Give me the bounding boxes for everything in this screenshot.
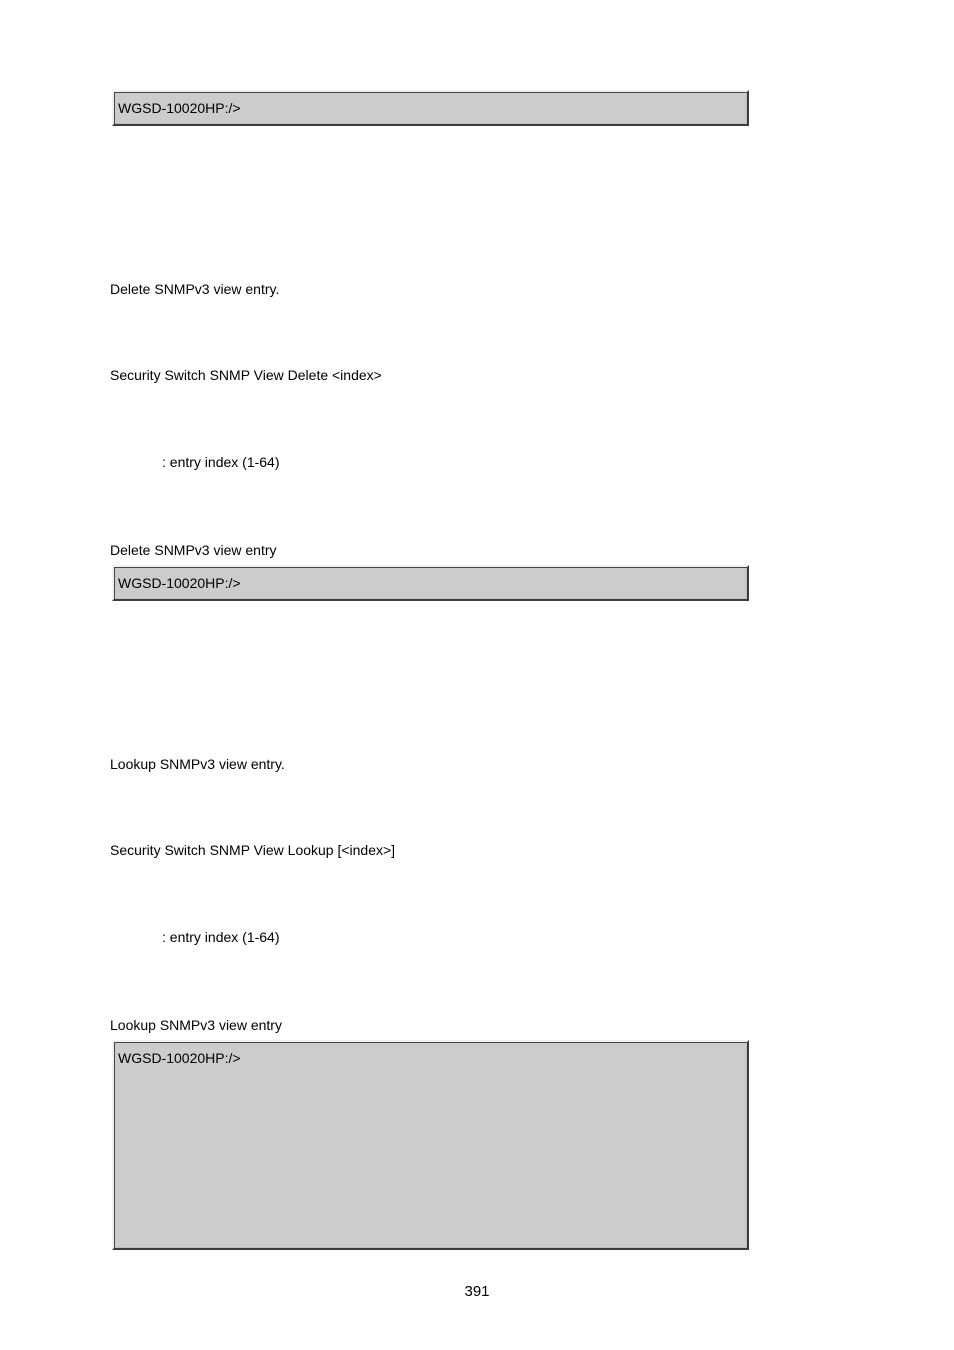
- console-prompt: WGSD-10020HP:/>: [118, 100, 241, 116]
- delete-parameter: : entry index (1-64): [162, 454, 280, 470]
- console-block-lookup: [112, 1040, 749, 1250]
- lookup-example-label: Lookup SNMPv3 view entry: [110, 1017, 282, 1033]
- delete-syntax: Security Switch SNMP View Delete <index>: [110, 367, 382, 383]
- lookup-parameter: : entry index (1-64): [162, 929, 280, 945]
- console-block-top: [112, 90, 749, 126]
- page-number: 391: [464, 1283, 490, 1300]
- delete-description: Delete SNMPv3 view entry.: [110, 281, 280, 297]
- lookup-description: Lookup SNMPv3 view entry.: [110, 756, 285, 772]
- delete-example-label: Delete SNMPv3 view entry: [110, 542, 277, 558]
- console-prompt: WGSD-10020HP:/>: [118, 575, 241, 591]
- lookup-syntax: Security Switch SNMP View Lookup [<index>]: [110, 842, 396, 858]
- console-block-delete: [112, 565, 749, 601]
- console-prompt: WGSD-10020HP:/>: [118, 1050, 241, 1066]
